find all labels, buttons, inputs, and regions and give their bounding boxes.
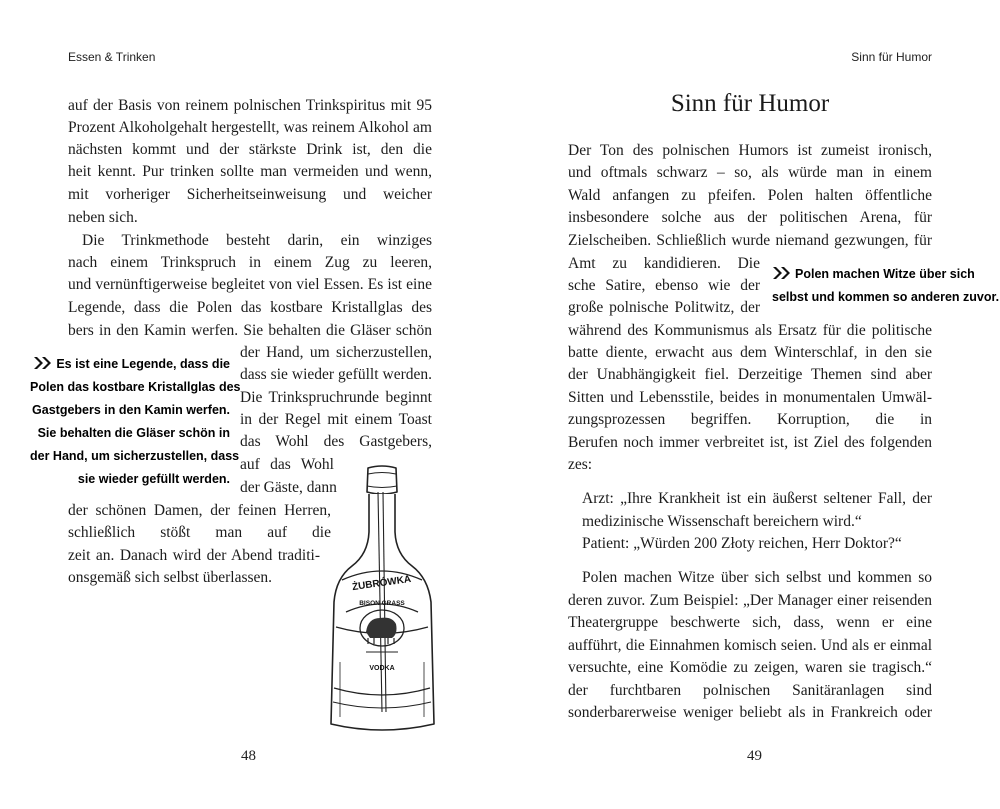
text-line: große polnische Politwitz, der [568, 299, 760, 316]
text-line: nach einem Trinkspruch in einem Zug zu leeren, [68, 254, 432, 271]
text-line: während des Kommunismus als Ersatz für die politische [568, 322, 932, 339]
text-line: bers in den Kamin werfen. Sie behalten die Gläser schön [68, 322, 432, 339]
text-line: aufführt, die Einnahmen komisch seien. Und als er einmal [568, 637, 932, 654]
text-line: onsgemäß sich selbst überlassen. [68, 569, 273, 586]
bottle-subtitle-text: BISON GRASS [359, 600, 405, 607]
vodka-bottle-illustration [322, 462, 442, 742]
pull-quote-line [772, 263, 999, 286]
dialogue-line: medizinische Wissenschaft bereichern wird.“ [582, 513, 862, 530]
text-line: auf der Basis von reinem polnischen Trinkspiritus mit 95 [68, 97, 432, 114]
text-line: der schönen Damen, der feinen Herren, [68, 502, 331, 519]
dialogue-line: Arzt: „Ihre Krankheit ist ein äußerst seltener Fall, der [582, 490, 932, 507]
text-line: nächsten kommt und der stärkste Drink ist, den die [68, 141, 432, 158]
text-line: Polen machen Witze über sich selbst und kommen so [582, 569, 932, 586]
text-line: Amt zu kandidieren. Die [568, 255, 760, 272]
text-line: Sitten und Lebensstile, beides in monumentalen Umwäl- [568, 389, 932, 406]
text-line: batte diente, erwacht aus dem Winterschlaf, in den sie [568, 344, 932, 361]
page-number-left: 48 [241, 748, 256, 764]
bottle-brand-text: ŻUBRÓWKA [351, 573, 412, 594]
chevron-right-icon [772, 266, 792, 280]
pull-quote-line: Polen das kostbare Kristallglas des [30, 380, 241, 394]
text-line: Zielscheiben. Schließlich wurde niemand gezwungen, für [568, 232, 932, 249]
text-line: neben sich. [68, 209, 138, 226]
text-line: versuchte, eine Komödie zu zeigen, waren sie tragisch.“ [568, 659, 932, 676]
right-page [500, 0, 1000, 809]
text-line: Die Trinkspruchrunde beginnt [240, 389, 432, 406]
pull-quote-left [30, 353, 241, 491]
text-line: Die Trinkmethode besteht darin, ein winziges [82, 232, 432, 249]
text-line: heit kennt. Pur trinken sollte man vermeiden und wenn, [68, 163, 432, 180]
chevron-right-icon [33, 356, 53, 370]
text-line: der furchtbaren polnischen Sanitäranlagen sind [568, 682, 932, 699]
text-line: deren zuvor. Zum Beispiel: „Der Manager einer reisenden [568, 592, 932, 609]
text-line: Prozent Alkoholgehalt hergestellt, was reinem Alkohol am [68, 119, 432, 136]
text-line: der Gäste, dann [240, 479, 337, 496]
text-line: Der Ton des polnischen Humors ist zumeist ironisch, [568, 142, 932, 159]
text-line: auf das Wohl [240, 456, 334, 473]
text-line: sonderbarerweise weniger beliebt als in Frankreich oder [568, 704, 932, 721]
text-line: der Hand, um sicherzustellen, [240, 344, 432, 361]
pull-quote-text: Polen machen Witze über sich [795, 267, 975, 281]
pull-quote-line: Sie behalten die Gläser schön in [37, 426, 230, 440]
pull-quote-right [772, 263, 999, 309]
text-line: und oftmals schwarz – so, als würde man in einem [568, 164, 932, 181]
text-line: der Unabhängigkeit fiel. Derzeitige Themen sind aber [568, 366, 932, 383]
pull-quote-text: Es ist eine Legende, dass die [56, 357, 230, 371]
text-line: Berufen noch immer verbreitet ist, ist Ziel des folgenden [568, 434, 932, 451]
chapter-title: Sinn für Humor [670, 90, 830, 117]
text-line: in der Regel mit einem Toast [240, 411, 432, 428]
page-number-right: 49 [747, 748, 762, 764]
running-head-right: Sinn für Humor [851, 50, 932, 64]
text-line: zungsprozessen begriffen. Korruption, die in [568, 411, 932, 428]
text-line: schließlich stößt man auf die [68, 524, 331, 541]
text-line: sche Satire, ebenso wie der [568, 277, 760, 294]
text-line: Theatergruppe beschwerte sich, dass, wenn er eine [568, 614, 932, 631]
pull-quote-line: Gastgebers in den Kamin werfen. [32, 403, 230, 417]
text-line: zes: [568, 456, 593, 473]
text-line: Legende, dass die Polen das kostbare Kristallglas des [68, 299, 432, 316]
text-line: Wald anfangen zu pfeifen. Polen halten öffentliche [568, 187, 932, 204]
dialogue-line: Patient: „Würden 200 Złoty reichen, Herr Doktor?“ [582, 535, 902, 552]
bottle-type-text: VODKA [369, 665, 395, 672]
text-line: mit vorheriger Sicherheitseinweisung und weicher [68, 186, 432, 203]
text-line: und vernünftigerweise begleitet von viel Essen. Es ist eine [68, 276, 432, 293]
pull-quote-line: sie wieder gefüllt werden. [77, 472, 230, 486]
pull-quote-line: selbst und kommen so anderen zuvor. [772, 290, 1000, 304]
text-line: dass sie wieder gefüllt werden. [240, 366, 432, 383]
text-line: das Wohl des Gastgebers, [240, 433, 432, 450]
text-line: zeit an. Danach wird der Abend traditi- [68, 547, 320, 564]
running-head-left: Essen & Trinken [68, 50, 156, 64]
pull-quote-line: der Hand, um sicherzustellen, dass [30, 449, 240, 463]
pull-quote-line [30, 353, 230, 376]
text-line: insbesondere solche aus der politischen Arena, für [568, 209, 932, 226]
